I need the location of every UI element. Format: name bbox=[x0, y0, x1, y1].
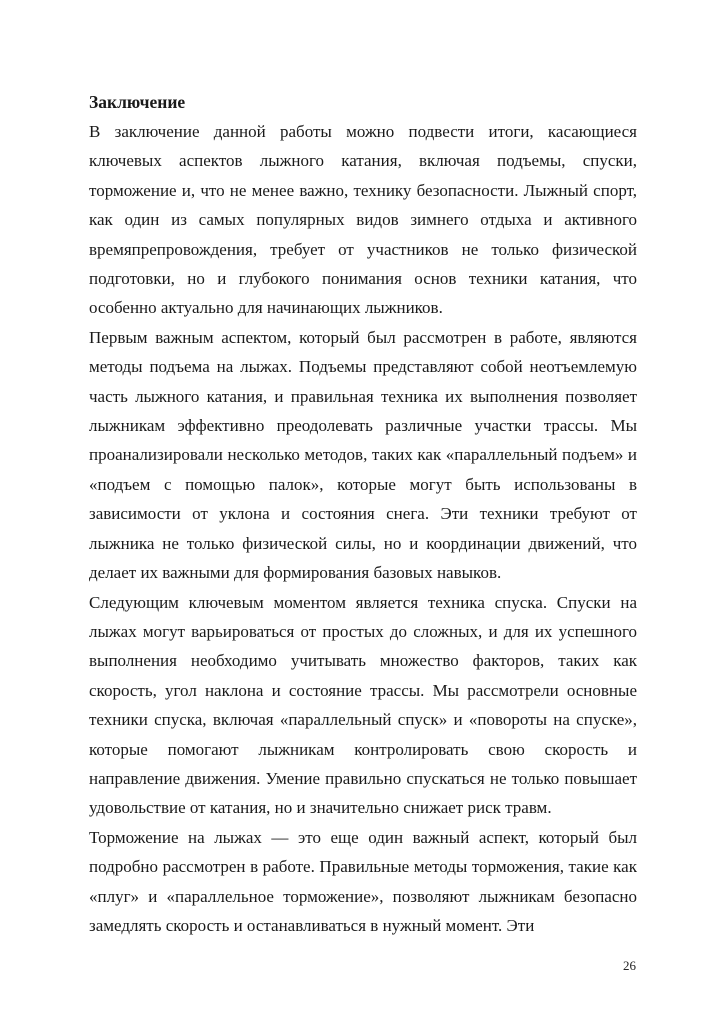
paragraph-4: Торможение на лыжах — это еще один важный аспект, который был подробно рассмотрен в работе. Правильные методы торможения, такие как «плуг» и «параллельное торможение», позволяют лыжникам безопасно замедлять скорость и останавливаться в нужный момент. Эти bbox=[89, 827, 637, 935]
paragraph-2: Первым важным аспектом, который был рассмотрен в работе, являются методы подъема на лыжах. Подъемы представляют собой неотъемлемую часть лыжного катания, и правильная техника их выполнения позволяет лыжникам эффективно преодолевать различные участки трассы. Мы проанализировали несколько методов, таких как «параллельный подъем» и «подъем с помощью палок», которые могут быть использованы в зависимости от уклона и состояния снега. Эти техники требуют от лыжника не только физической силы, но и координации движений, что делает их важными для формирования базовых навыков. bbox=[89, 327, 637, 583]
section-heading: Заключение bbox=[89, 92, 186, 112]
paragraph-1: В заключение данной работы можно подвести итоги, касающиеся ключевых аспектов лыжного катания, включая подъемы, спуски, торможение и, что не менее важно, технику безопасности. Лыжный спорт, как один из самых популярных видов зимнего отдыха и активного времяпрепровождения, требует от участников не только физической подготовки, но и глубокого понимания основ техники катания, что особенно актуально для начинающих лыжников. bbox=[89, 122, 637, 318]
page-number: 26 bbox=[623, 958, 636, 973]
paragraph-3: Следующим ключевым моментом является техника спуска. Спуски на лыжах могут варьироваться от простых до сложных, и для их успешного выполнения необходимо учитывать множество факторов, таких как скорость, угол наклона и состояние трассы. Мы рассмотрели основные техники спуска, включая «параллельный спуск» и «повороты на спуске», которые помогают лыжникам контролировать свою скорость и направление движения. Умение правильно спускаться не только повышает удовольствие от катания, но и значительно снижает риск травм. bbox=[89, 592, 637, 818]
page-content bbox=[89, 88, 637, 940]
